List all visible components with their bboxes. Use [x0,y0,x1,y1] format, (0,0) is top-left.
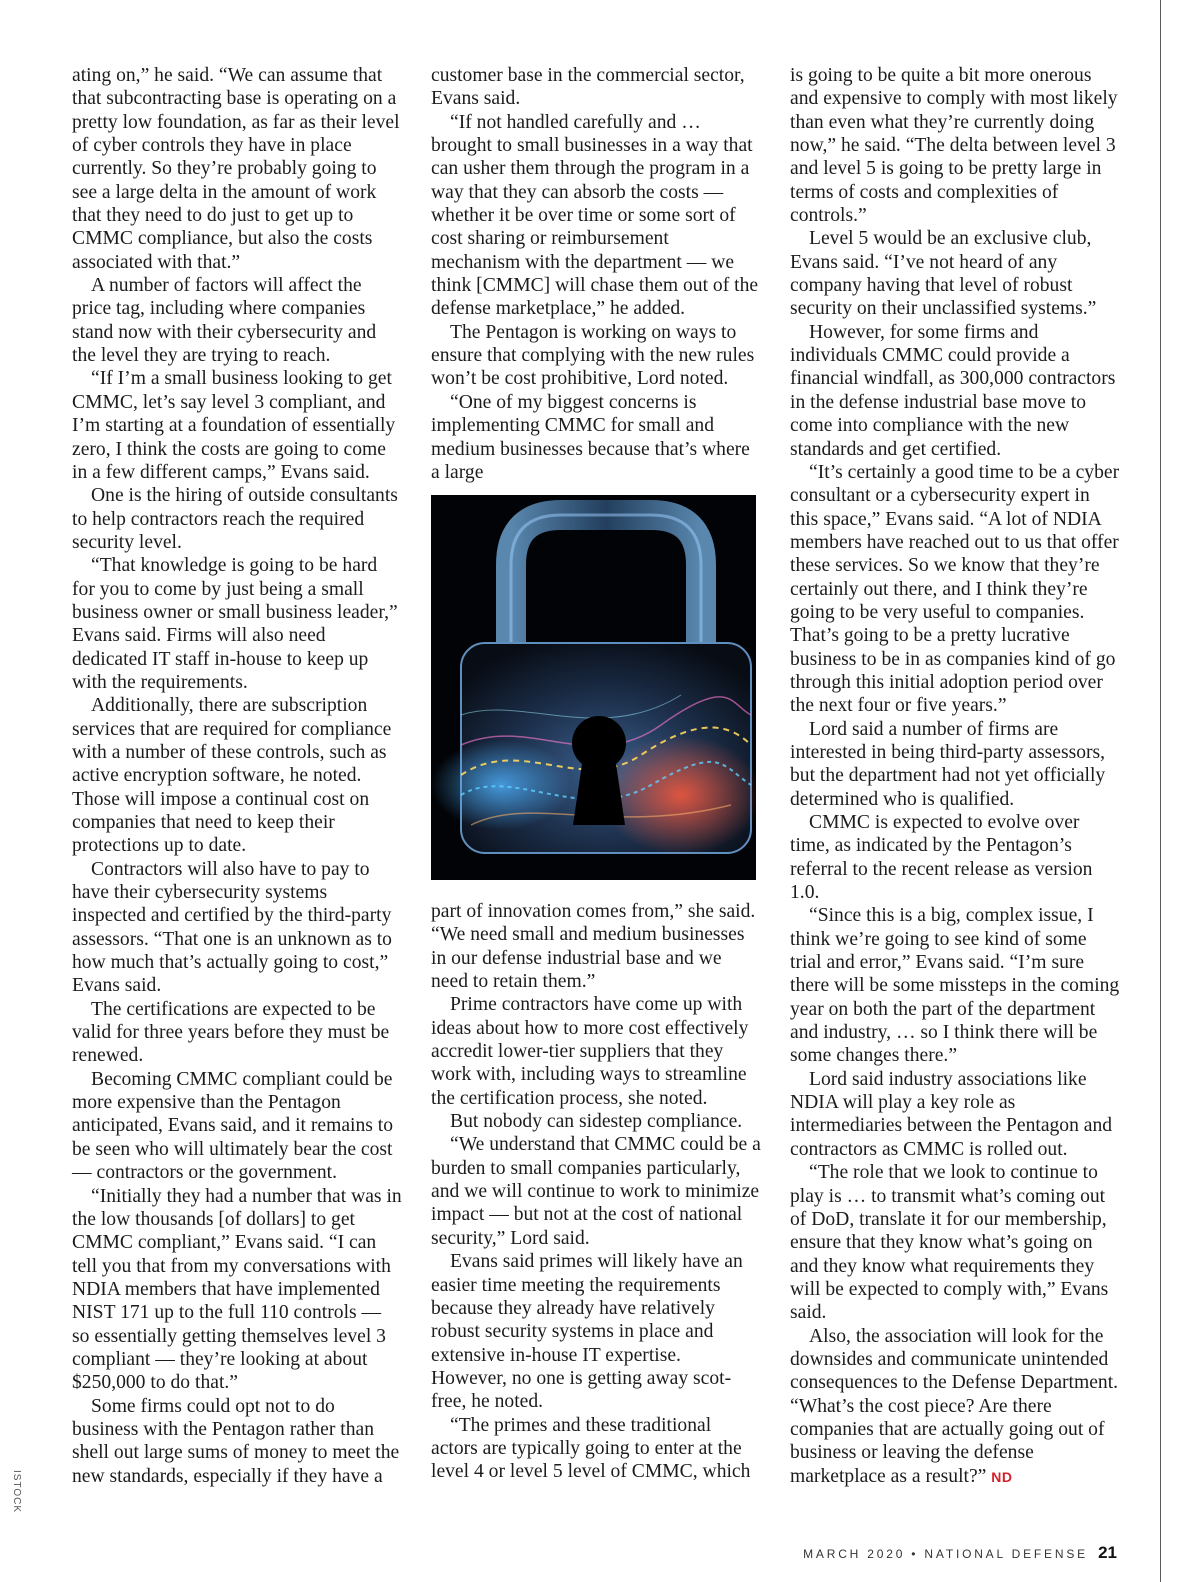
paragraph: Becoming CMMC compliant could be more expensive than the Pentagon anticipated, Evans said, and it remains to be seen who will ultimately bear the cost — contractors or the government. [72,1068,394,1184]
paragraph: A number of factors will affect the price tag, including where companies stand now with their cybersecurity and the level they are trying to reach. [72,275,377,367]
paragraph: Evans said primes will likely have an easier time meeting the requirements because they already have relatively robust security systems in place and extensive in-house IT expertise. However, no one is getting away scot-free, he noted. [431,1251,743,1413]
paragraph: “Since this is a big, complex issue, I think we’re going to see kind of some trial and error,” Evans said. “I’m sure there will be some missteps in the coming year on both the part of the department and industry, … so I think there will be some changes there.” [790,905,1120,1067]
photo-credit: ISTOCK [11,1470,22,1514]
paragraph: “Initially they had a number that was in the low thousands [of dollars] to get CMMC compliant,” Evans said. “I can tell you that from my conversations with NDIA members that have implemented NIST 171 up to the full 110 controls — so essentially getting themselves level 3 compliant — they’re looking at about $250,000 to do that.” [72,1185,402,1394]
paragraph: “The primes and these traditional actors are typically going to enter at the level 4 or level 5 level of CMMC, which [431,1414,751,1483]
paragraph: ating on,” he said. “We can assume that that subcontracting base is operating on a pretty low foundation, as far as their level of cyber controls they have in place currently. So they’re probably going to see a large delta in the amount of work that they need to do just to get up to CMMC compliance, but also the costs associated with that.” [72,65,400,273]
paragraph-text: Also, the association will look for the downsides and communicate unintended consequences to the Defense Department. “What’s the cost piece? Are there companies that are actually going out of business or leaving the defense marketplace as a result?” [790,1325,1119,1487]
last-paragraph [790,1325,1120,1489]
paragraph: part of innovation comes from,” she said. “We need small and medium businesses in our defense industrial base and we need to retain them.” [431,901,756,993]
issue-label: MARCH 2020 • NATIONAL DEFENSE [803,1547,1088,1561]
paragraph: Prime contractors have come up with ideas about how to more cost effectively accredit lower-tier suppliers that they work with, including ways to streamline the certification process, she noted. [431,994,749,1109]
paragraph: is going to be quite a bit more onerous and expensive to comply with most likely than even what they’re currently doing now,” he said. “The delta between level 3 and level 5 is going to be pretty large in terms of costs and complexities of controls.” [790,65,1118,227]
page-footer [803,1543,1117,1563]
paragraph: Contractors will also have to pay to have their cybersecurity systems inspected and certified by the third-party assessors. “That one is an unknown as to how much that’s actually going to cost,” Evans said. [72,858,392,997]
paragraph: But nobody can sidestep compliance. [450,1111,743,1133]
article-column-left [72,64,402,1488]
paragraph: Lord said industry associations like NDIA will play a key role as intermediaries between the Pentagon and contractors as CMMC is rolled out. [790,1068,1113,1160]
paragraph: “It’s certainly a good time to be a cyber consultant or a cybersecurity expert in this space,” Evans said. “A lot of NDIA members have reached out to us that offer these services. So we know that they’re certainly out there, and I think they’re going to be very useful to companies. That’s going to be a pretty lucrative business to be in as companies kind of go through this initial adoption period over the next four or five years.” [790,461,1120,717]
paragraph: One is the hiring of outside consultants to help contractors reach the required security level. [72,485,398,553]
paragraph: “The role that we look to continue to play is … to transmit what’s coming out of DoD, translate it for our membership, ensure that they know what’s going on and they know what requirements they will be expected to comply with,” Evans said. [790,1162,1109,1324]
article-column-right [790,64,1120,1489]
paragraph: “If I’m a small business looking to get CMMC, let’s say level 3 compliant, and I’m starting at a foundation of essentially zero, I think the costs are going to come in a few different camps,” Evans said. [72,368,396,483]
paragraph: “If not handled carefully and … brought to small businesses in a way that can usher them through the program in a way that they can absorb the costs — whether it be over time or some sort of cost sharing or reimbursement mechanism with the department — we think [CMMC] will chase them out of the defense marketplace,” he added. [431,111,759,320]
page-number: 21 [1098,1543,1117,1562]
paragraph: CMMC is expected to evolve over time, as indicated by the Pentagon’s referral to the recent release as version 1.0. [790,812,1093,904]
paragraph: “That knowledge is going to be hard for you to come by just being a small business owner or small business leader,” Evans said. Firms will also need dedicated IT staff in-house to keep up with the requirements. [72,555,398,693]
paragraph: Level 5 would be an exclusive club, Evans said. “I’ve not heard of any company having that level of robust security on their unclassified systems.” [790,228,1097,320]
paragraph: Lord said a number of firms are interested in being third-party assessors, but the department had not yet officially determined who is qualified. [790,718,1106,810]
paragraph: Additionally, there are subscription services that are required for compliance with a number of these controls, such as active encryption software, he noted. Those will impose a continual cost on companies that need to keep their protections up to date. [72,695,392,857]
article-column-middle-top [431,64,761,484]
paragraph: However, for some firms and individuals CMMC could provide a financial windfall, as 300,000 contractors in the defense industrial base move to come into compliance with the new standards and get certified. [790,321,1116,460]
paragraph: “We understand that CMMC could be a burden to small companies particularly, and we will continue to work to minimize impact — but not at the cost of national security,” Lord said. [431,1134,761,1249]
paragraph: “One of my biggest concerns is implementing CMMC for small and medium businesses because that’s where a large [431,391,750,483]
end-mark: ND [991,1468,1013,1485]
paragraph: The Pentagon is working on ways to ensure that complying with the new rules won’t be cost prohibitive, Lord noted. [431,321,755,390]
padlock-icon [431,495,756,880]
padlock-photo [431,495,756,880]
article-column-middle-bottom [431,900,761,1484]
paragraph: The certifications are expected to be valid for three years before they must be renewed. [72,998,390,1067]
page-edge-rule [1160,0,1161,1582]
paragraph: customer base in the commercial sector, Evans said. [431,65,745,110]
paragraph: Some firms could opt not to do business with the Pentagon rather than shell out large sums of money to meet the new standards, especially if they have a [72,1395,400,1487]
